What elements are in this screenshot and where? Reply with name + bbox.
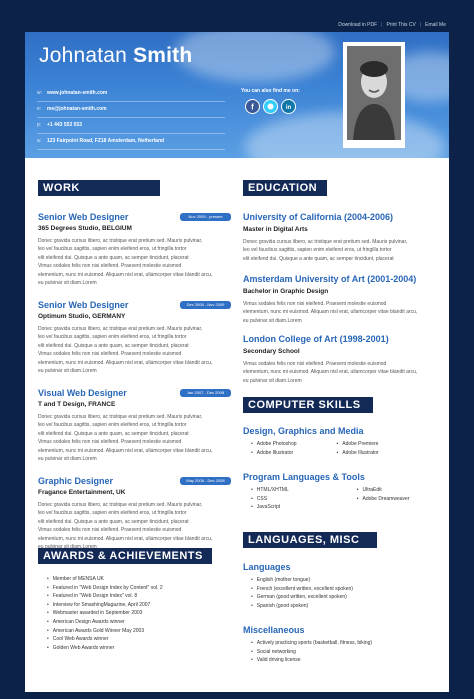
contact-email[interactable] <box>37 102 225 118</box>
resume-header <box>25 32 449 158</box>
text-line: eu pulvinar sit diam.Lorem <box>38 456 97 463</box>
job-title: Senior Web Designer <box>38 300 129 310</box>
print-cv-link[interactable]: Print This CV <box>386 22 416 28</box>
text-line: Donec gravida cursus libero, ac tristique erat pretium sed. Mauris pulvinar, <box>243 239 408 245</box>
education-heading: EDUCATION <box>243 180 327 196</box>
text-line: elementum, nunc mi euismod. Aliquam nisl erat, ullamcorper vitae blandit arcu, <box>243 369 418 376</box>
text-line: leo vel faucibus sagittis, sapien enim eleifend eros, ut fringilla tortor <box>38 246 187 253</box>
text-line: elit eleifend dui. Quisque a ante quam, ac semper tincidunt, placerat <box>38 254 189 261</box>
list-item: • Interview for SmashingMagazine, April 2007 <box>47 601 163 610</box>
list-item: • German (good written, excellent spoken) <box>251 593 353 602</box>
text-line: elit eleifend dui. Quisque a ante quam, ac semper tincidunt, placerat <box>38 342 189 349</box>
job-description <box>38 413 238 463</box>
contact-prefix: w: <box>37 90 42 96</box>
education-degree: Secondary School <box>243 348 300 355</box>
list-item: • Cool Web Awards winner <box>47 635 163 644</box>
list-item: • Valid driving license <box>251 656 372 665</box>
job-title: Visual Web Designer <box>38 388 127 398</box>
list-item: • Actively practicing sports (basketball, fitness, biking) <box>251 639 372 648</box>
twitter-icon[interactable] <box>263 99 278 114</box>
job-description <box>38 237 238 287</box>
last-name: Smith <box>133 44 193 67</box>
contact-prefix: e: <box>37 106 42 112</box>
text-line: leo vel faucibus sagittis, sapien enim eleifend eros, ut fringilla tortor <box>38 334 187 341</box>
education-description <box>243 300 443 325</box>
list-item: • CSS <box>251 495 289 504</box>
top-links <box>338 22 446 28</box>
text-line: Vimus sodales felis non nisi eleifend. Praesent molestie euismod <box>243 361 387 367</box>
separator: | <box>419 22 422 28</box>
list-item: • Featured in "Web Design Index by Content" vol. 2 <box>47 584 163 593</box>
text-line: elit eleifend dui. Quisque a ante quam, ac semper tincidunt, placerat <box>243 255 394 262</box>
list-item: • American Design Awards winner <box>47 618 163 627</box>
separator: | <box>381 22 383 28</box>
education-description <box>243 238 443 263</box>
text-line: Vimus sodales felis non nisi eleifend. Praesent molestie euismod <box>38 351 182 358</box>
contact-value: +1 443 553 553 <box>47 122 82 128</box>
profile-photo <box>347 46 401 140</box>
text-line: elementum, nunc mi euismod. Aliquam nisl erat, ullamcorper vitae blandit arcu, <box>38 271 213 278</box>
list-item: • Member of MENSA UK <box>47 575 163 584</box>
contact-value: 123 Fairpoint Road, FZ18 Amsterdam, Netherland <box>47 138 165 144</box>
contact-address <box>37 134 225 150</box>
list-item: • Adobe Premiere <box>337 440 379 449</box>
top-bar <box>0 0 474 32</box>
contact-phone <box>37 118 225 134</box>
text-line: eu pulvinar sit diam.Lorem <box>243 377 302 384</box>
list-item: • Social networking <box>251 648 372 657</box>
skills-column <box>337 440 379 457</box>
job-description <box>38 501 238 551</box>
text-line: elementum, nunc mi euismod. Aliquam nisl erat, ullamcorper vitae blandit arcu, <box>38 359 213 366</box>
job-company: Fragance Entertainment, UK <box>38 489 126 496</box>
skills-programming-title: Program Languages & Tools <box>243 472 365 482</box>
skills-programming-list <box>251 486 409 512</box>
find-me-label: You can also find me on: <box>241 88 300 94</box>
text-line: Vimus sodales felis non nisi eleifend. Praesent molestie euismod <box>38 439 182 446</box>
contact-value: www.johnatan-smith.com <box>47 90 108 96</box>
work-experience-heading: WORK EXPERIENCE <box>38 180 160 196</box>
contact-website[interactable] <box>37 86 225 102</box>
email-me-link[interactable]: Email Me <box>425 22 446 28</box>
list-item: • Webmaster awarded in September 2003 <box>47 609 163 618</box>
text-line: Donec gravida cursus libero, ac tristique erat pretium sed. Mauris pulvinar, <box>38 326 203 332</box>
text-line: leo vel faucibus sagittis, sapien enim eleifend eros, ut fringilla tortor <box>243 247 392 254</box>
languages-heading: LANGUAGES, MISC <box>243 532 377 548</box>
text-line: leo vel faucibus sagittis, sapien enim eleifend eros, ut fringilla tortor <box>38 422 187 429</box>
text-line: Vimus sodales felis non nisi eleifend. Praesent molestie euismod <box>38 263 182 270</box>
linkedin-icon[interactable] <box>281 99 296 114</box>
job-title: Graphic Designer <box>38 476 114 486</box>
person-name <box>39 44 192 68</box>
misc-title: Miscellaneous <box>243 625 305 635</box>
job-date-badge: Nov 2009 - present <box>180 213 231 221</box>
text-line: Vimus sodales felis non nisi eleifend. Praesent molestie euismod <box>38 527 182 534</box>
education-description <box>243 360 443 385</box>
download-pdf-link[interactable]: Download in PDF <box>338 22 378 28</box>
job-company: 365 Degrees Studio, BELGIUM <box>38 225 132 232</box>
education-school: University of California (2004-2006) <box>243 212 394 222</box>
text-line: Donec gravida cursus libero, ac tristique erat pretium sed. Mauris pulvinar, <box>38 238 203 244</box>
list-item: • Adobe Photoshop <box>251 440 297 449</box>
list-item: • Adobe Illustrator <box>337 449 379 458</box>
profile-photo-frame <box>343 42 405 148</box>
contact-list <box>37 86 225 150</box>
list-item: • Adobe Illustrator <box>251 449 297 458</box>
text-line: Donec gravida cursus libero, ac tristique erat pretium sed. Mauris pulvinar, <box>38 502 203 508</box>
contact-prefix: p: <box>37 122 42 128</box>
text-line: Donec gravida cursus libero, ac tristique erat pretium sed. Mauris pulvinar, <box>38 414 203 420</box>
skills-design-title: Design, Graphics and Media <box>243 426 364 436</box>
skills-column <box>251 440 297 457</box>
text-line: eu pulvinar sit diam.Lorem <box>38 368 97 375</box>
text-line: elit eleifend dui. Quisque a ante quam, ac semper tincidunt, placerat <box>38 430 189 437</box>
svg-text:in: in <box>285 105 292 111</box>
svg-text:f: f <box>251 102 254 112</box>
text-line: elementum, nunc mi euismod. Aliquam nisl erat, ullamcorper vitae blandit arcu, <box>38 447 213 454</box>
facebook-icon[interactable] <box>245 99 260 114</box>
skills-column <box>251 486 289 512</box>
text-line: elementum, nunc mi euismod. Aliquam nisl erat, ullamcorper vitae blandit arcu, <box>243 309 418 316</box>
list-item: • Adobe Dreamweaver <box>357 495 410 504</box>
list-item: • American Awards Gold Winner May 2003 <box>47 627 163 636</box>
education-school: Amsterdam University of Art (2001-2004) <box>243 274 417 284</box>
resume-page <box>25 32 449 692</box>
list-item: • English (mother tongue) <box>251 576 353 585</box>
list-item: • Spanish (good spoken) <box>251 602 353 611</box>
list-item: • HTML/XHTML <box>251 486 289 495</box>
sky-cloud <box>175 32 335 82</box>
job-description <box>38 325 238 375</box>
text-line: elementum, nunc mi euismod. Aliquam nisl erat, ullamcorper vitae blandit arcu, <box>38 535 213 542</box>
job-title: Senior Web Designer <box>38 212 129 222</box>
education-degree: Master in Digital Arts <box>243 226 308 233</box>
education-degree: Bachelor in Graphic Design <box>243 288 329 295</box>
job-date-badge: Dec 2008 - Nov 2009 <box>180 301 231 309</box>
list-item: • UltraEdit <box>357 486 410 495</box>
list-item: • Featured in "Web Design Index" vol. 8 <box>47 592 163 601</box>
misc-list <box>251 639 372 665</box>
skills-column <box>357 486 410 512</box>
education-school: London College of Art (1998-2001) <box>243 334 389 344</box>
text-line: eu pulvinar sit diam.Lorem <box>38 280 97 287</box>
text-line: elit eleifend dui. Quisque a ante quam, ac semper tincidunt, placerat <box>38 518 189 525</box>
awards-heading: AWARDS & ACHIEVEMENTS <box>38 548 212 564</box>
text-line: leo vel faucibus sagittis, sapien enim eleifend eros, ut fringilla tortor <box>38 510 187 517</box>
first-name: Johnatan <box>39 44 128 67</box>
text-line: Vimus sodales felis non nisi eleifend. Praesent molestie euismod <box>243 301 387 307</box>
job-date-badge: May 2006 - Dec 2008 <box>180 477 231 485</box>
computer-skills-heading: COMPUTER SKILLS <box>243 397 373 413</box>
job-date-badge: Jan 2007 - Dec 2008 <box>180 389 231 397</box>
contact-value: me@johnatan-smith.com <box>47 106 107 112</box>
text-line: eu pulvinar sit diam.Lorem <box>243 317 302 324</box>
languages-list <box>251 576 353 610</box>
job-company: Optimum Studio, GERMANY <box>38 313 126 320</box>
languages-title: Languages <box>243 562 291 572</box>
skills-design-list <box>251 440 379 457</box>
list-item: • JavaScript <box>251 503 289 512</box>
job-company: T and T Design, FRANCE <box>38 401 116 408</box>
list-item: • French (excellent written, excellent spoken) <box>251 585 353 594</box>
awards-list <box>47 575 163 652</box>
list-item: • Golden Web Awards winner <box>47 644 163 653</box>
contact-prefix: a: <box>37 138 42 144</box>
